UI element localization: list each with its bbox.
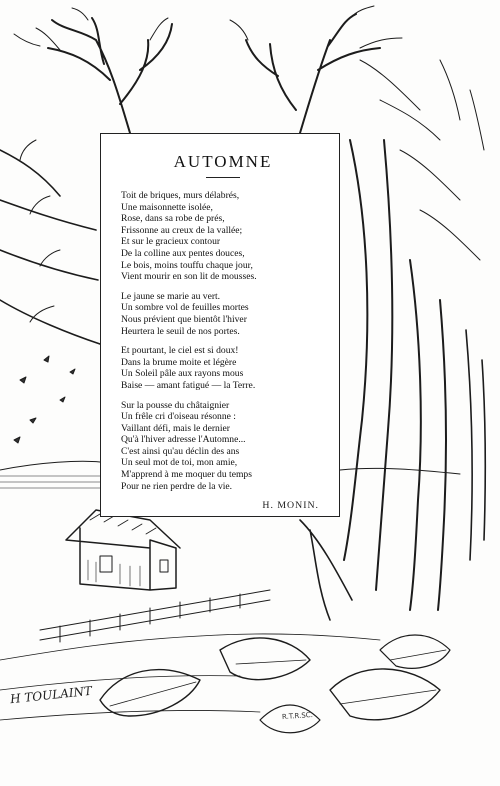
verse-line: De la colline aux pentes douces, xyxy=(121,247,245,259)
verse-line: Un seul mot de toi, mon amie, xyxy=(121,457,238,469)
stanza-1 xyxy=(121,190,325,283)
engraver-mark: R.T.R.SC. xyxy=(281,710,314,722)
verse-line: Un Soleil pâle aux rayons mous xyxy=(121,368,244,380)
verse-line: Sur la pousse du châtaignier xyxy=(121,399,230,411)
verse-line: Pour ne rien perdre de la vie. xyxy=(121,480,233,492)
verse-line: Et sur le gracieux contour xyxy=(121,236,221,248)
verse-line: Baise — amant fatigué — la Terre. xyxy=(121,379,256,391)
verse-line: M'apprend à me moquer du temps xyxy=(121,469,252,481)
poem-author: H. MONIN. xyxy=(262,500,319,512)
verse-line: Et pourtant, le ciel est si doux! xyxy=(121,345,239,357)
verse-line: Le bois, moins touffu chaque jour, xyxy=(121,259,253,271)
stanza-2 xyxy=(121,291,325,337)
verse-line: Un sombre vol de feuilles mortes xyxy=(121,302,249,314)
poem-title: AUTOMNE xyxy=(173,152,273,171)
verse-line: Toit de briques, murs délabrés, xyxy=(121,190,240,201)
verse-line: Heurtera le seuil de nos portes. xyxy=(121,325,240,337)
verse-line: Vient mourir en son lit de mousses. xyxy=(121,271,257,283)
stanza-3 xyxy=(121,345,325,391)
stanza-4 xyxy=(121,400,325,493)
verse-line: Une maisonnette isolée, xyxy=(121,201,213,213)
verse-line: Dans la brume moite et légère xyxy=(121,356,237,368)
verse-line: Un frêle cri d'oiseau résonne : xyxy=(121,411,236,423)
verse-line: Frissonne au creux de la vallée; xyxy=(121,224,243,236)
artist-signature: H TOULAINT xyxy=(9,683,93,707)
verse-line: Qu'à l'hiver adresse l'Automne... xyxy=(121,434,246,446)
verse-line: Rose, dans sa robe de prés, xyxy=(121,213,225,225)
verse-line: Nous prévient que bientôt l'hiver xyxy=(121,313,247,325)
title-rule xyxy=(206,177,240,178)
verse-line: Le jaune se marie au vert. xyxy=(121,290,221,302)
verse-line: C'est ainsi qu'au déclin des ans xyxy=(121,445,240,457)
verse-line: Vaillant défi, mais le dernier xyxy=(121,422,230,434)
poem-panel xyxy=(100,133,340,517)
